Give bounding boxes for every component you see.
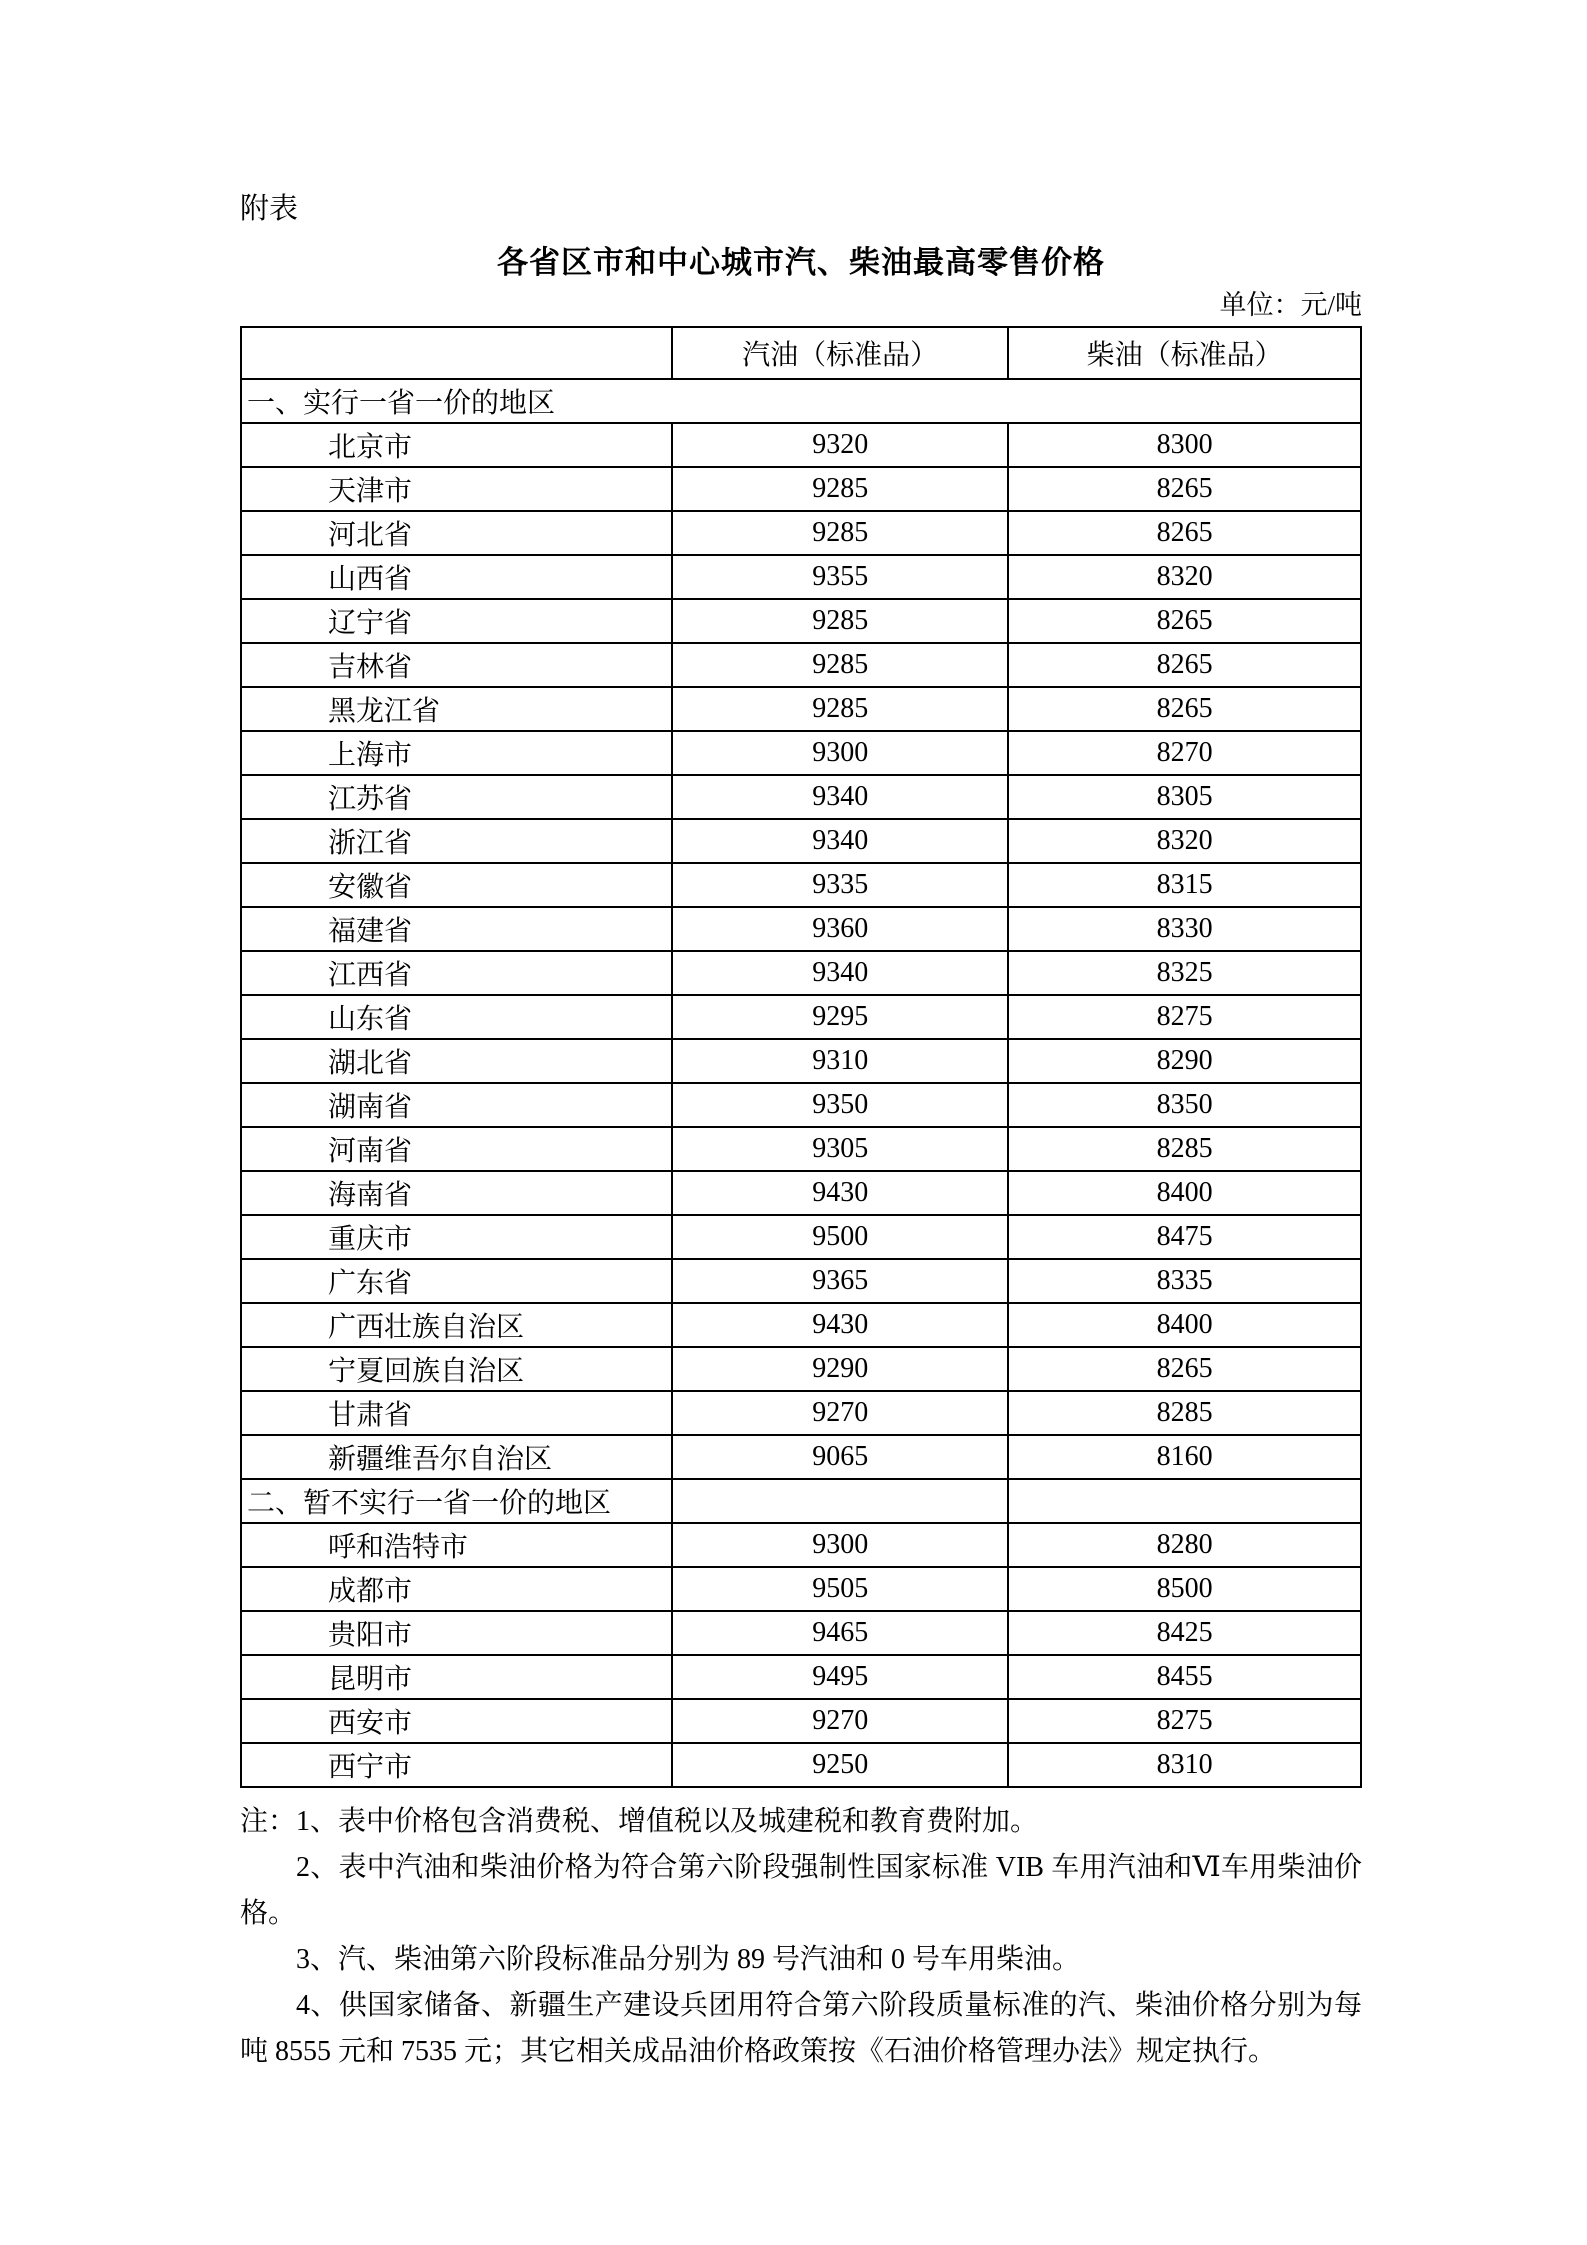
- gasoline-price-cell: 9495: [672, 1655, 1008, 1699]
- table-row: [241, 731, 1361, 775]
- region-cell: 福建省: [241, 907, 672, 951]
- diesel-price-cell: 8265: [1008, 511, 1361, 555]
- gasoline-price-cell: 9430: [672, 1171, 1008, 1215]
- gasoline-price-cell: 9270: [672, 1699, 1008, 1743]
- table-row: [241, 687, 1361, 731]
- region-cell: 山东省: [241, 995, 672, 1039]
- table-row: [241, 1743, 1361, 1787]
- diesel-price-cell: 8305: [1008, 775, 1361, 819]
- region-cell: 安徽省: [241, 863, 672, 907]
- document-content: [240, 192, 1362, 2075]
- doc-title: 各省区市和中心城市汽、柴油最高零售价格: [497, 245, 1105, 280]
- page-label: 附表: [240, 193, 299, 225]
- diesel-price-cell: 8265: [1008, 467, 1361, 511]
- diesel-price-cell: 8475: [1008, 1215, 1361, 1259]
- column-header-diesel: 柴油（标准品）: [1008, 327, 1361, 379]
- diesel-price-cell: 8350: [1008, 1083, 1361, 1127]
- diesel-price-cell: 8320: [1008, 555, 1361, 599]
- column-header-gasoline: 汽油（标准品）: [672, 327, 1008, 379]
- diesel-price-cell: 8265: [1008, 643, 1361, 687]
- region-cell: 西宁市: [241, 1743, 672, 1787]
- region-cell: 湖南省: [241, 1083, 672, 1127]
- diesel-price-cell: 8330: [1008, 907, 1361, 951]
- table-row: [241, 1039, 1361, 1083]
- diesel-price-cell: 8160: [1008, 1435, 1361, 1479]
- gasoline-price-cell: 9285: [672, 643, 1008, 687]
- gasoline-price-cell: 9365: [672, 1259, 1008, 1303]
- region-cell: 上海市: [241, 731, 672, 775]
- gasoline-price-cell: 9300: [672, 1523, 1008, 1567]
- table-row: [241, 1567, 1361, 1611]
- table-row: [241, 1259, 1361, 1303]
- gasoline-price-cell: 9270: [672, 1391, 1008, 1435]
- region-cell: 吉林省: [241, 643, 672, 687]
- gasoline-price-cell: 9290: [672, 1347, 1008, 1391]
- diesel-price-cell: 8320: [1008, 819, 1361, 863]
- diesel-price-cell: 8265: [1008, 599, 1361, 643]
- diesel-price-cell: 8265: [1008, 687, 1361, 731]
- region-cell: 北京市: [241, 423, 672, 467]
- region-cell: 江苏省: [241, 775, 672, 819]
- region-cell: 海南省: [241, 1171, 672, 1215]
- section-header-label: 二、暂不实行一省一价的地区: [241, 1479, 672, 1523]
- section-header-label: 一、实行一省一价的地区: [241, 379, 1361, 423]
- gasoline-price-cell: 9320: [672, 423, 1008, 467]
- region-cell: 天津市: [241, 467, 672, 511]
- diesel-price-cell: 8265: [1008, 1347, 1361, 1391]
- gasoline-price-cell: 9430: [672, 1303, 1008, 1347]
- diesel-price-cell: 8300: [1008, 423, 1361, 467]
- gasoline-price-cell: 9355: [672, 555, 1008, 599]
- table-row: [241, 819, 1361, 863]
- table-row: [241, 1083, 1361, 1127]
- gasoline-price-cell: 9340: [672, 951, 1008, 995]
- note-4: 4、供国家储备、新疆生产建设兵团用符合第六阶段质量标准的汽、柴油价格分别为每吨 8555 元和 7535 元；其它相关成品油价格政策按《石油价格管理办法》规定执行。: [240, 1990, 1362, 2067]
- region-cell: 新疆维吾尔自治区: [241, 1435, 672, 1479]
- empty-diesel-cell: [1008, 1479, 1361, 1523]
- table-row: [241, 995, 1361, 1039]
- region-cell: 江西省: [241, 951, 672, 995]
- region-cell: 呼和浩特市: [241, 1523, 672, 1567]
- diesel-price-cell: 8285: [1008, 1127, 1361, 1171]
- table-row: [241, 1611, 1361, 1655]
- table-row: [241, 511, 1361, 555]
- gasoline-price-cell: 9285: [672, 467, 1008, 511]
- diesel-price-cell: 8400: [1008, 1171, 1361, 1215]
- gasoline-price-cell: 9465: [672, 1611, 1008, 1655]
- gasoline-price-cell: 9250: [672, 1743, 1008, 1787]
- table-row: [241, 555, 1361, 599]
- table-row: [241, 1699, 1361, 1743]
- diesel-price-cell: 8500: [1008, 1567, 1361, 1611]
- table-row: [241, 1171, 1361, 1215]
- empty-gasoline-cell: [672, 1479, 1008, 1523]
- price-table: [240, 326, 1362, 1788]
- diesel-price-cell: 8275: [1008, 995, 1361, 1039]
- price-table-body: [241, 327, 1361, 1787]
- diesel-price-cell: 8335: [1008, 1259, 1361, 1303]
- gasoline-price-cell: 9300: [672, 731, 1008, 775]
- gasoline-price-cell: 9310: [672, 1039, 1008, 1083]
- gasoline-price-cell: 9360: [672, 907, 1008, 951]
- note-3: 3、汽、柴油第六阶段标准品分别为 89 号汽油和 0 号车用柴油。: [296, 1944, 1081, 1975]
- table-row: [241, 951, 1361, 995]
- diesel-price-cell: 8275: [1008, 1699, 1361, 1743]
- gasoline-price-cell: 9305: [672, 1127, 1008, 1171]
- table-row: [241, 1303, 1361, 1347]
- gasoline-price-cell: 9340: [672, 775, 1008, 819]
- gasoline-price-cell: 9505: [672, 1567, 1008, 1611]
- diesel-price-cell: 8285: [1008, 1391, 1361, 1435]
- gasoline-price-cell: 9065: [672, 1435, 1008, 1479]
- diesel-price-cell: 8310: [1008, 1743, 1361, 1787]
- note-2: 2、表中汽油和柴油价格为符合第六阶段强制性国家标准 VIB 车用汽油和Ⅵ车用柴油价格。: [240, 1852, 1362, 1929]
- diesel-price-cell: 8270: [1008, 731, 1361, 775]
- region-cell: 昆明市: [241, 1655, 672, 1699]
- region-cell: 湖北省: [241, 1039, 672, 1083]
- region-cell: 成都市: [241, 1567, 672, 1611]
- gasoline-price-cell: 9340: [672, 819, 1008, 863]
- region-cell: 西安市: [241, 1699, 672, 1743]
- region-cell: 贵阳市: [241, 1611, 672, 1655]
- region-cell: 河北省: [241, 511, 672, 555]
- gasoline-price-cell: 9335: [672, 863, 1008, 907]
- table-row: [241, 907, 1361, 951]
- table-header-row: [241, 327, 1361, 379]
- region-cell: 宁夏回族自治区: [241, 1347, 672, 1391]
- table-row: [241, 863, 1361, 907]
- table-row: [241, 1391, 1361, 1435]
- table-row: [241, 775, 1361, 819]
- table-row: [241, 1655, 1361, 1699]
- gasoline-price-cell: 9285: [672, 599, 1008, 643]
- table-row: [241, 643, 1361, 687]
- region-cell: 重庆市: [241, 1215, 672, 1259]
- diesel-price-cell: 8315: [1008, 863, 1361, 907]
- region-cell: 广东省: [241, 1259, 672, 1303]
- table-row: [241, 467, 1361, 511]
- region-cell: 河南省: [241, 1127, 672, 1171]
- diesel-price-cell: 8455: [1008, 1655, 1361, 1699]
- notes-block: [240, 1799, 1362, 2075]
- table-row: [241, 599, 1361, 643]
- table-row: [241, 1347, 1361, 1391]
- region-cell: 山西省: [241, 555, 672, 599]
- table-row: [241, 423, 1361, 467]
- table-row: [241, 1127, 1361, 1171]
- diesel-price-cell: 8400: [1008, 1303, 1361, 1347]
- diesel-price-cell: 8280: [1008, 1523, 1361, 1567]
- region-cell: 浙江省: [241, 819, 672, 863]
- section-header-row: [241, 1479, 1361, 1523]
- region-cell: 广西壮族自治区: [241, 1303, 672, 1347]
- gasoline-price-cell: 9285: [672, 687, 1008, 731]
- diesel-price-cell: 8425: [1008, 1611, 1361, 1655]
- gasoline-price-cell: 9350: [672, 1083, 1008, 1127]
- column-header-region: [241, 327, 672, 379]
- gasoline-price-cell: 9285: [672, 511, 1008, 555]
- gasoline-price-cell: 9295: [672, 995, 1008, 1039]
- region-cell: 甘肃省: [241, 1391, 672, 1435]
- gasoline-price-cell: 9500: [672, 1215, 1008, 1259]
- region-cell: 辽宁省: [241, 599, 672, 643]
- table-row: [241, 1435, 1361, 1479]
- unit-label: 单位：元/吨: [1219, 290, 1362, 320]
- region-cell: 黑龙江省: [241, 687, 672, 731]
- diesel-price-cell: 8290: [1008, 1039, 1361, 1083]
- diesel-price-cell: 8325: [1008, 951, 1361, 995]
- table-row: [241, 1523, 1361, 1567]
- table-row: [241, 1215, 1361, 1259]
- section-header-row: [241, 379, 1361, 423]
- note-1: 注：1、表中价格包含消费税、增值税以及城建税和教育费附加。: [240, 1806, 1039, 1837]
